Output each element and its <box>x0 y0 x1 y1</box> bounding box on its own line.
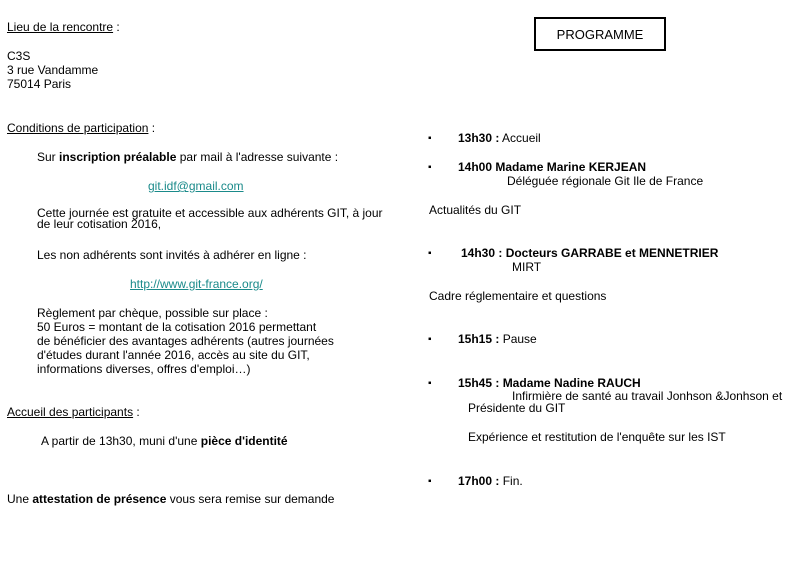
colon: : <box>113 20 120 34</box>
bullet-icon: ▪ <box>428 334 432 345</box>
programme-item <box>458 332 537 346</box>
bullet-icon: ▪ <box>428 476 432 487</box>
item-time: 14h30 : Docteurs GARRABE et MENNETRIER <box>461 246 719 260</box>
text-bold: inscription préalable <box>59 150 177 164</box>
item-text: Accueil <box>499 131 541 145</box>
bullet-icon: ▪ <box>428 248 432 259</box>
colon: : <box>148 121 156 135</box>
lieu-heading <box>7 20 120 34</box>
attestation-text <box>7 492 334 506</box>
item-time: 13h30 : <box>458 131 500 145</box>
email-link[interactable]: git.idf@gmail.com <box>148 179 244 193</box>
line: Cette journée est gratuite et accessible aux adhérents GIT, à jour <box>37 206 383 220</box>
line: Règlement par chèque, possible sur place : <box>37 306 268 320</box>
item-time: 14h00 Madame Marine KERJEAN <box>458 160 647 174</box>
item-note: Cadre réglementaire et questions <box>429 289 607 303</box>
item-text: Fin. <box>499 474 523 488</box>
programme-box <box>534 17 666 51</box>
item-note: Expérience et restitution de l'enquête sur les IST <box>468 430 726 444</box>
item-text: Infirmière de santé au travail Jonhson &Jonhson et <box>512 389 783 403</box>
line: 50 Euros = montant de la cotisation 2016 permettant <box>37 320 317 334</box>
line: d'études durant l'année 2016, accès au site du GIT, <box>37 348 310 362</box>
colon: : <box>133 405 140 419</box>
bullet-icon: ▪ <box>428 133 432 144</box>
address-line: 3 rue Vandamme <box>7 63 99 77</box>
text-bold: attestation de présence <box>32 492 167 506</box>
lieu-title: Lieu de la rencontre <box>7 20 114 34</box>
address-line: 75014 Paris <box>7 77 72 91</box>
text-bold: pièce d'identité <box>200 434 288 448</box>
bullet-icon: ▪ <box>428 378 432 389</box>
item-text: Déléguée régionale Git Ile de France <box>507 174 704 188</box>
inscription-text <box>37 150 338 164</box>
item-text: Présidente du GIT <box>468 401 566 415</box>
text: vous sera remise sur demande <box>166 492 335 506</box>
text: A partir de 13h30, muni d'une <box>41 434 201 448</box>
text: par mail à l'adresse suivante : <box>176 150 339 164</box>
accueil-heading <box>7 405 140 419</box>
conditions-heading <box>7 121 155 135</box>
item-time: 17h00 : <box>458 474 500 488</box>
gratuite-text <box>37 208 383 230</box>
reglement-text <box>37 306 334 376</box>
line: informations diverses, offres d'emploi…) <box>37 362 251 376</box>
item-note: Actualités du GIT <box>429 203 522 217</box>
text: Sur <box>37 150 60 164</box>
bullet-icon: ▪ <box>428 162 432 173</box>
website-link[interactable]: http://www.git-france.org/ <box>130 277 263 291</box>
non-adherents-text: Les non adhérents sont invités à adhérer en ligne : <box>37 248 307 262</box>
address-line: C3S <box>7 49 31 63</box>
programme-item <box>458 474 523 488</box>
line: de leur cotisation 2016, <box>37 217 162 231</box>
line: de bénéficier des avantages adhérents (autres journées <box>37 334 334 348</box>
accueil-title: Accueil des participants <box>7 405 134 419</box>
conditions-title: Conditions de participation <box>7 121 149 135</box>
programme-title: PROGRAMME <box>556 26 644 42</box>
programme-item <box>458 131 541 145</box>
item-text: MIRT <box>512 260 542 274</box>
item-time: 15h15 : <box>458 332 500 346</box>
item-text: Pause <box>499 332 537 346</box>
text: Une <box>7 492 33 506</box>
accueil-text <box>41 434 288 448</box>
item-time: 15h45 : Madame Nadine RAUCH <box>458 376 641 390</box>
